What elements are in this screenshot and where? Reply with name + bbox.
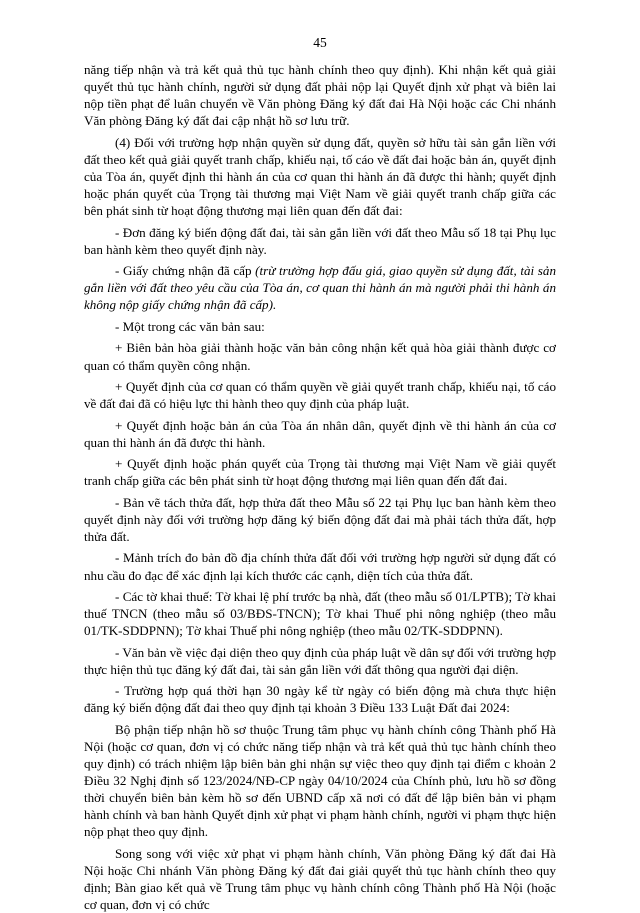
paragraph: + Quyết định hoặc phán quyết của Trọng tài thương mại Việt Nam về giải quyết tranh chấp giữa các bên phát sinh từ hoạt động thương mại liên quan đến đất đai.	[84, 456, 556, 489]
paragraph: (4) Đối với trường hợp nhận quyền sử dụng đất, quyền sở hữu tài sản gắn liền với đất theo kết quả giải quyết tranh chấp, khiếu nại, tố cáo về đất đai hoặc bản án, quyết định của Tòa án, quyết định thi hành án của cơ quan thi hành án đã được thi hành; quyết định hoặc phán quyết của Trọng tài thương mại Việt Nam về giải quyết tranh chấp giữa các bên phát sinh từ hoạt động thương mại liên quan đến đất đai:	[84, 134, 556, 219]
paragraph: + Quyết định của cơ quan có thẩm quyền về giải quyết tranh chấp, khiếu nại, tố cáo về đất đai đã có hiệu lực thi hành theo quy định của pháp luật.	[84, 379, 556, 412]
paragraph: + Quyết định hoặc bản án của Tòa án nhân dân, quyết định về thi hành án của cơ quan thi hành án đã được thi hành.	[84, 417, 556, 450]
paragraph: Bộ phận tiếp nhận hồ sơ thuộc Trung tâm phục vụ hành chính công Thành phố Hà Nội (hoặc cơ quan, đơn vị có chức năng tiếp nhận và trả kết quả thủ tục hành chính theo quy định) có trách nhiệm lập biên bản ghi nhận sự việc theo quy định tại điểm c khoản 2 Điều 32 Nghị định số 123/2024/NĐ-CP ngày 04/10/2024 của Chính phủ, lưu hồ sơ đồng thời chuyển biên bản kèm hồ sơ đến UBND cấp xã nơi có đất để lập biên bản vi phạm hành chính và ban hành Quyết định xử phạt vi phạm hành chính, người vi phạm thực hiện nộp phạt theo quy định.	[84, 721, 556, 840]
paragraph: - Mảnh trích đo bản đồ địa chính thửa đất đối với trường hợp người sử dụng đất có nhu cầu đo đạc để xác định lại kích thước các cạnh, diện tích của thửa đất.	[84, 550, 556, 583]
paragraph: - Văn bản về việc đại diện theo quy định của pháp luật về dân sự đối với trường hợp thực hiện thủ tục đăng ký đất đai, tài sản gắn liền với đất thông qua người đại diện.	[84, 644, 556, 677]
paragraph-italic-note: (trừ trường hợp đấu giá, giao quyền sử dụng đất, tài sản gắn liền với đất theo yêu cầu của Tòa án, cơ quan thi hành án mà người phải thi hành án không nộp giấy chứng nhận đã cấp).	[84, 263, 556, 313]
paragraph: - Trường hợp quá thời hạn 30 ngày kể từ ngày có biến động mà chưa thực hiện đăng ký biến động đất đai theo quy định tại khoản 3 Điều 133 Luật Đất đai 2024:	[84, 683, 556, 716]
paragraph: + Biên bản hòa giải thành hoặc văn bản công nhận kết quả hòa giải thành được cơ quan có thẩm quyền công nhận.	[84, 340, 556, 373]
paragraph-text: - Giấy chứng nhận đã cấp	[115, 263, 256, 279]
paragraph: - Bản vẽ tách thửa đất, hợp thửa đất theo Mẫu số 22 tại Phụ lục ban hành kèm theo quyết định này đối với trường hợp đăng ký biến động đất đai mà phải tách thửa đất, hợp thửa đất.	[84, 494, 556, 544]
paragraph: - Đơn đăng ký biến động đất đai, tài sản gắn liền với đất theo Mẫu số 18 tại Phụ lục ban hành kèm theo quyết định này.	[84, 224, 556, 257]
paragraph: năng tiếp nhận và trả kết quả thủ tục hành chính theo quy định). Khi nhận kết quả giải quyết thủ tục hành chính, người sử dụng đất phải nộp lại Quyết định xử phạt và biên lai nộp tiền phạt để luân chuyển về Văn phòng Đăng ký đất đai Hà Nội hoặc các Chi nhánh Văn phòng Đăng ký đất đai cập nhật hồ sơ lưu trữ.	[84, 62, 556, 129]
page-number: 45	[313, 35, 327, 50]
paragraph	[84, 262, 556, 313]
paragraph: - Các tờ khai thuế: Tờ khai lệ phí trước bạ nhà, đất (theo mẫu số 01/LPTB); Tờ khai thuế TNCN (theo mẫu số 03/BĐS-TNCN); Tờ khai Thuế phi nông nghiệp (theo mẫu 01/TK-SDDPNN); Tờ khai Thuế phi nông nghiệp (theo mẫu 02/TK-SDDPNN).	[84, 589, 556, 639]
paragraph: Song song với việc xử phạt vi phạm hành chính, Văn phòng Đăng ký đất đai Hà Nội hoặc Chi nhánh Văn phòng Đăng ký đất đai giải quyết thủ tục hành chính theo quy định; Bàn giao kết quả về Trung tâm phục vụ hành chính công Thành phố Hà Nội (hoặc cơ quan, đơn vị có chức	[84, 845, 556, 913]
paragraph: - Một trong các văn bản sau:	[115, 318, 265, 334]
